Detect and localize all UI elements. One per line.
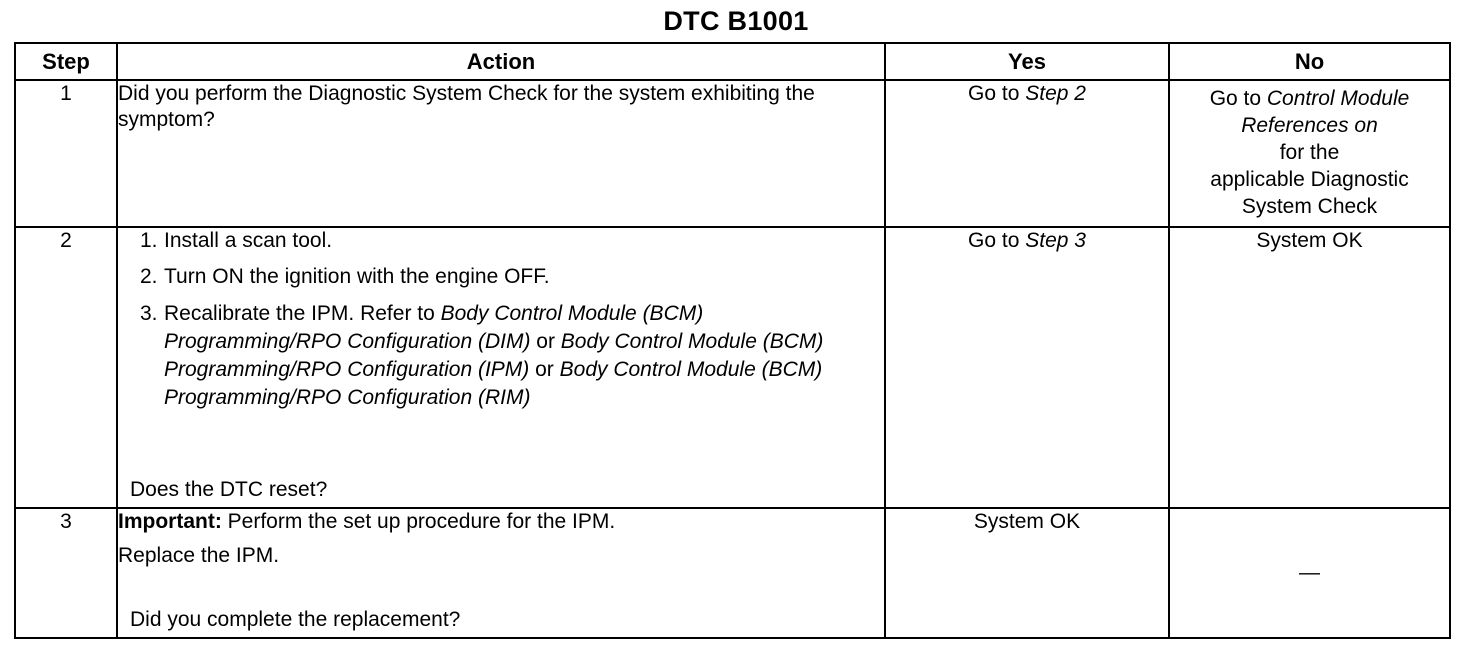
list-item-text: Recalibrate the IPM. Refer to xyxy=(164,302,441,325)
reference-link[interactable]: Control Module References on xyxy=(1241,87,1410,137)
header-action: Action xyxy=(117,43,885,80)
dtc-table xyxy=(14,42,1451,639)
action-cell xyxy=(117,508,885,638)
list-item-number: 3. xyxy=(140,302,158,325)
header-yes: Yes xyxy=(885,43,1169,80)
yes-prefix: Go to xyxy=(968,229,1026,252)
no-cell: System OK xyxy=(1169,227,1450,508)
table-row xyxy=(15,508,1450,638)
list-item-number: 2. xyxy=(140,265,158,288)
reference-link-rim[interactable]: Body Control Module (BCM) Programming/RPO Configuration (RIM) xyxy=(164,358,823,409)
header-step: Step xyxy=(15,43,117,80)
procedure-list xyxy=(118,228,884,412)
no-line-5: System Check xyxy=(1241,195,1378,218)
action-question: Did you perform the Diagnostic System Check for the system exhibiting the symptom? xyxy=(118,82,815,131)
step-link[interactable]: Step 2 xyxy=(1025,82,1086,105)
yes-cell: System OK xyxy=(885,508,1169,638)
step-number: 1 xyxy=(15,80,117,227)
document-title: DTC B1001 xyxy=(663,6,809,36)
list-item-number: 1. xyxy=(140,229,158,252)
action-cell xyxy=(117,227,885,508)
table-row xyxy=(15,80,1450,227)
no-cell xyxy=(1169,80,1450,227)
list-item xyxy=(118,228,884,254)
important-note xyxy=(118,509,884,535)
or-text: or xyxy=(530,330,561,353)
no-cell: — xyxy=(1169,508,1450,638)
instruction-text: Replace the IPM. xyxy=(118,544,280,567)
action-cell xyxy=(117,80,885,227)
list-item xyxy=(118,264,884,290)
important-text: Perform the set up procedure for the IPM. xyxy=(221,510,616,533)
yes-cell xyxy=(885,80,1169,227)
or-text: or xyxy=(529,358,560,381)
table-header-row xyxy=(15,43,1450,80)
header-no: No xyxy=(1169,43,1450,80)
no-line-4: applicable Diagnostic xyxy=(1210,168,1409,191)
reference-link-dim[interactable]: Body Control Module (BCM) Programming/RPO Configuration (DIM) xyxy=(164,302,704,353)
important-label: Important: xyxy=(118,510,222,533)
step-number: 2 xyxy=(15,227,117,508)
step-number: 3 xyxy=(15,508,117,638)
yes-prefix: Go to xyxy=(968,82,1026,105)
no-line-1 xyxy=(1170,85,1449,139)
reference-link-ipm[interactable]: Body Control Module (BCM) Programming/RPO Configuration (IPM) xyxy=(164,330,824,381)
yes-cell xyxy=(885,227,1169,508)
no-prefix: Go to xyxy=(1209,87,1267,110)
action-question: Did you complete the replacement? xyxy=(130,608,461,631)
no-line-3: for the xyxy=(1279,141,1340,164)
list-item-text: Turn ON the ignition with the engine OFF. xyxy=(164,265,550,288)
table-row xyxy=(15,227,1450,508)
action-question: Does the DTC reset? xyxy=(130,478,328,501)
list-item xyxy=(118,300,884,412)
step-link[interactable]: Step 3 xyxy=(1025,229,1086,252)
list-item-text: Install a scan tool. xyxy=(164,229,333,252)
